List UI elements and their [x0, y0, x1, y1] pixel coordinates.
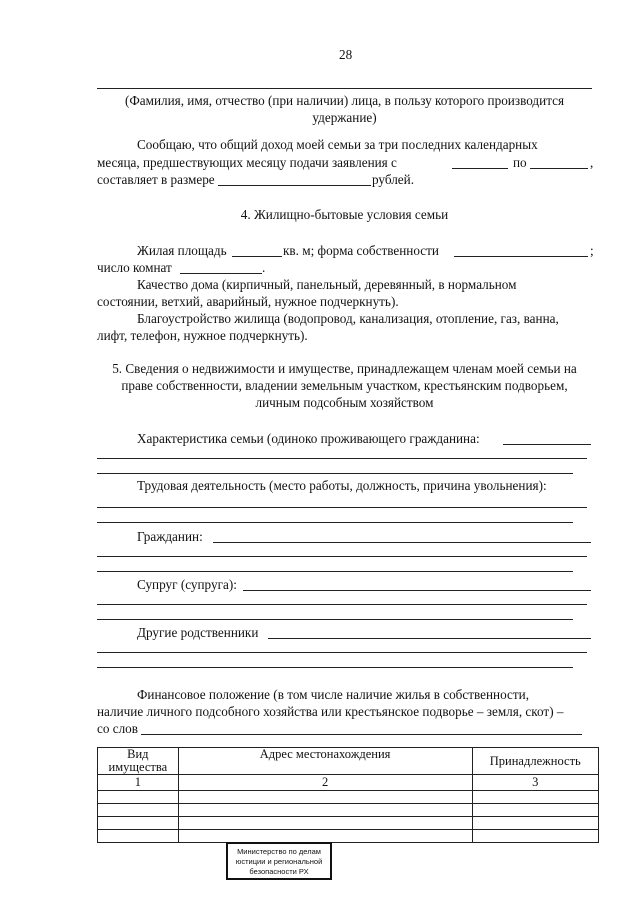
stamp-line2: юстиции и региональной	[235, 857, 323, 866]
property-table	[97, 747, 599, 843]
recipient-caption: (Фамилия, имя, отчество (при наличии) лица, в пользу которого производится удержание)	[124, 93, 565, 125]
income-text-line2: месяца, предшествующих месяцу подачи заявления с	[97, 155, 397, 170]
spouse-label: Супруг (супруга):	[137, 577, 237, 592]
table-cell[interactable]	[178, 830, 472, 843]
table-cell[interactable]	[178, 791, 472, 804]
table-header-row	[98, 748, 599, 775]
citizen-label: Гражданин:	[137, 529, 203, 544]
table-row[interactable]	[98, 817, 599, 830]
table-cell[interactable]	[98, 804, 179, 817]
ownership-form-label: кв. м; форма собственности	[283, 243, 439, 258]
stamp-line1: Министерство по делам	[237, 847, 321, 856]
citizen-line3[interactable]	[97, 571, 573, 572]
table-cell[interactable]	[472, 817, 598, 830]
rooms-field[interactable]	[180, 273, 262, 274]
spouse-line2[interactable]	[97, 604, 587, 605]
family-char-line2[interactable]	[97, 458, 587, 459]
table-cell[interactable]	[178, 817, 472, 830]
col-header-address: Адрес местонахождения	[178, 748, 472, 775]
stamp-line3: безопасности РХ	[249, 867, 309, 876]
work-label: Трудовая деятельность (место работы, должность, причина увольнения):	[137, 478, 547, 493]
living-area-label: Жилая площадь	[137, 243, 227, 258]
finance-line3: со слов	[97, 721, 138, 736]
relatives-label: Другие родственники	[137, 625, 259, 640]
income-to-label: по	[513, 155, 527, 170]
income-from-field[interactable]	[452, 168, 508, 169]
table-row[interactable]	[98, 791, 599, 804]
section5-title: 5. Сведения о недвижимости и имуществе, принадлежащем членам моей семьи на праве собственности, владении земельным участком, крестьянским подворьем, личным подсобным хозяйством	[112, 361, 577, 410]
spouse-field[interactable]	[243, 590, 591, 591]
table-row[interactable]	[98, 804, 599, 817]
table-cell[interactable]	[472, 830, 598, 843]
col-header-type: Вид имущества	[98, 748, 179, 775]
rooms-label: число комнат	[97, 260, 172, 275]
ministry-stamp	[226, 842, 332, 880]
relatives-line3[interactable]	[97, 667, 573, 668]
amenities-line2: лифт, телефон, нужное подчеркнуть).	[97, 328, 308, 343]
house-quality-line1: Качество дома (кирпичный, панельный, деревянный, в нормальном	[137, 277, 517, 292]
ownership-form-field[interactable]	[454, 256, 588, 257]
citizen-line2[interactable]	[97, 556, 587, 557]
income-text-line3: составляет в размере	[97, 172, 215, 187]
spouse-line3[interactable]	[97, 619, 573, 620]
finance-line1: Финансовое положение (в том числе наличие жилья в собственности,	[137, 687, 530, 702]
work-line1[interactable]	[97, 507, 587, 508]
table-cell[interactable]	[98, 830, 179, 843]
table-row[interactable]	[98, 830, 599, 843]
family-char-line3[interactable]	[97, 473, 573, 474]
work-line2[interactable]	[97, 522, 573, 523]
table-number-row	[98, 775, 599, 791]
col-number-3: 3	[472, 775, 598, 791]
finance-field[interactable]	[141, 734, 582, 735]
income-text-line1: Сообщаю, что общий доход моей семьи за три последних календарных	[137, 137, 538, 152]
income-currency: рублей.	[372, 172, 415, 187]
living-area-field[interactable]	[232, 256, 282, 257]
house-quality-line2: состоянии, ветхий, аварийный, нужное подчеркнуть).	[97, 294, 399, 309]
income-to-field[interactable]	[530, 168, 588, 169]
finance-line2: наличие личного подсобного хозяйства или крестьянское подворье – земля, скот) –	[97, 704, 564, 719]
section4-title: 4. Жилищно-бытовые условия семьи	[240, 207, 449, 222]
table-cell[interactable]	[472, 791, 598, 804]
table-cell[interactable]	[98, 791, 179, 804]
family-char-label: Характеристика семьи (одиноко проживающего гражданина:	[137, 431, 480, 446]
page-number: 28	[339, 47, 353, 62]
col-number-2: 2	[178, 775, 472, 791]
income-comma: ,	[590, 155, 594, 170]
relatives-field[interactable]	[268, 638, 591, 639]
rooms-dot: .	[262, 260, 266, 275]
table-cell[interactable]	[178, 804, 472, 817]
amenities-line1: Благоустройство жилища (водопровод, канализация, отопление, газ, ванна,	[137, 311, 559, 326]
col-number-1: 1	[98, 775, 179, 791]
table-cell[interactable]	[472, 804, 598, 817]
ownership-semicolon: ;	[590, 243, 594, 258]
relatives-line2[interactable]	[97, 652, 587, 653]
table-cell[interactable]	[98, 817, 179, 830]
citizen-field[interactable]	[213, 542, 591, 543]
col-header-ownership: Принадлежность	[472, 748, 598, 775]
income-amount-field[interactable]	[218, 185, 371, 186]
family-char-field[interactable]	[503, 444, 591, 445]
recipient-name-line[interactable]	[97, 88, 592, 89]
